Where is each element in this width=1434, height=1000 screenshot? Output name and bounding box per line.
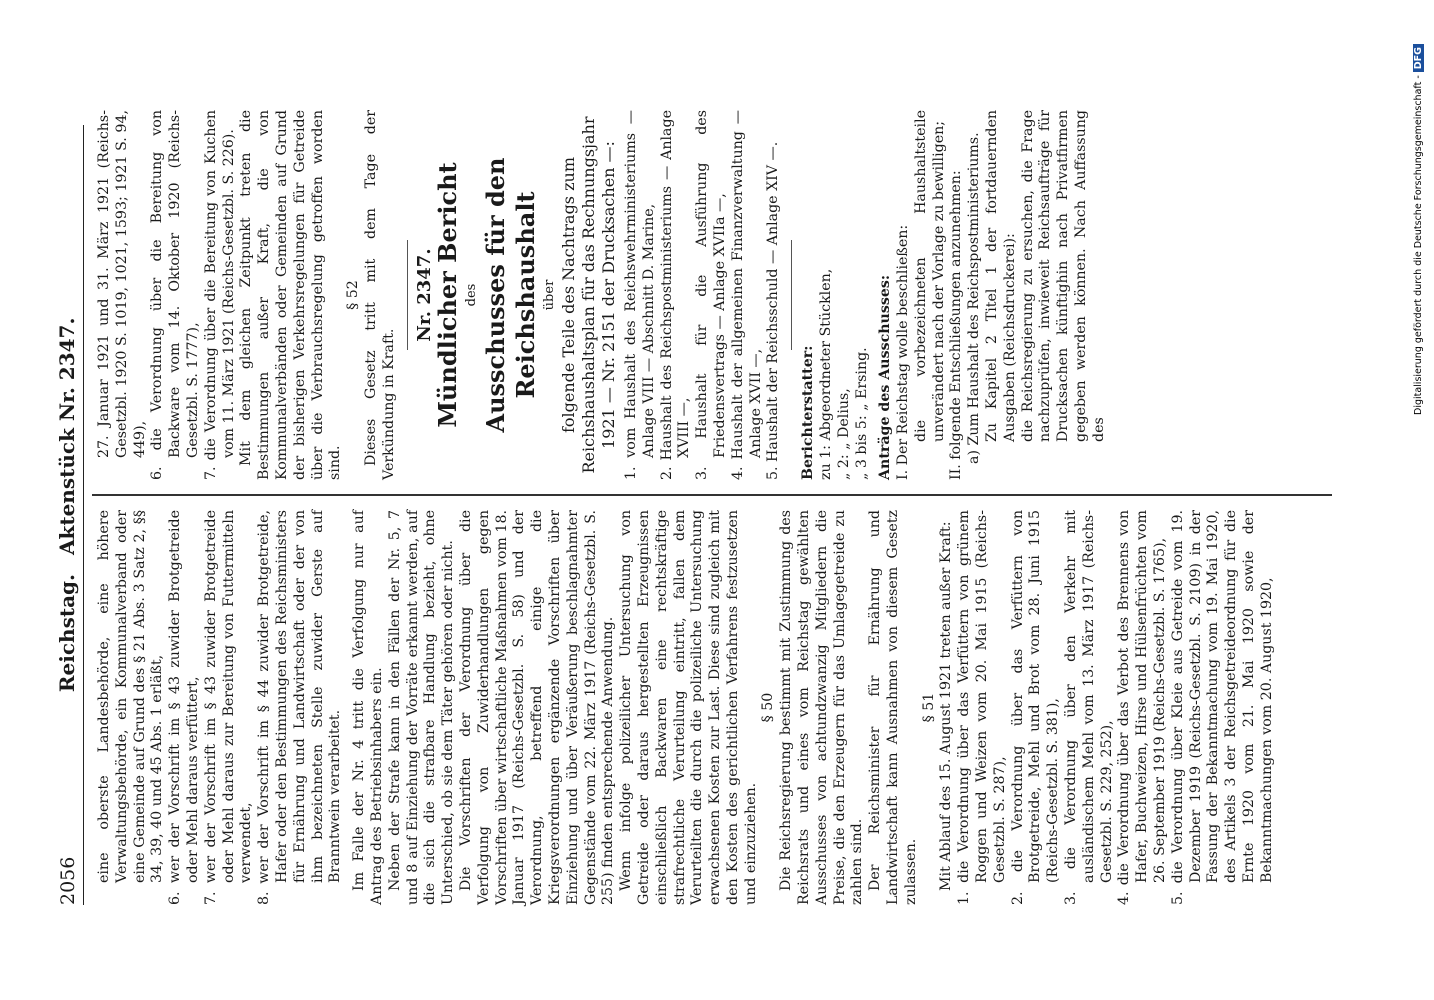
motion-subitem: a) Zum Haushalt des Reichspostministeriums. — [966, 132, 983, 464]
reporter-line: „ 2: „ Delius, — [835, 388, 852, 480]
list-item: 1. die Verordnung über das Verfüttern von grünem Roggen und Weizen vom 20. Mai 1915 (Reichs-Gesetzbl. S. 287), — [956, 510, 1008, 905]
list-item: 1. vom Haushalt des Reichswehrministeriums — Anlage VIII — Abschnitt D. Marine, — [622, 110, 657, 480]
separator-rule — [407, 240, 408, 350]
left-column — [96, 510, 1277, 905]
list-item: eine oberste Landesbehörde, eine höhere Verwaltungsbehörde, ein Kommunalverband oder eine Gemeinde auf Grund des § 21 Abs. 3 Satz 2, §§ 34, 39, 40 und 45 Abs. 1 erläßt, — [96, 510, 166, 883]
section-heading: § 51 — [920, 692, 937, 723]
section-heading: § 52 — [345, 280, 362, 310]
digitization-credit — [1413, 15, 1424, 415]
list-item: 3. die Verordnung über den Verkehr mit ausländischem Mehl vom 13. März 1917 (Reichs-Gesetzbl. S. 229, 252), — [1063, 510, 1115, 905]
committee-title: Ausschusses für den Reichshaushalt — [481, 157, 541, 433]
list-item: 7. wer der Vorschrift im § 43 zuwider Brotgetreide oder Mehl daraus zur Bereitung von Futtermitteln verwendet, — [202, 510, 255, 905]
paragraph: Im Falle der Nr. 4 tritt die Verfolgung nur auf Antrag des Betriebsinhabers ein. — [351, 510, 385, 905]
list-item: 2. Haushalt des Reichspostministeriums — Anlage XVIII —, — [658, 110, 693, 480]
motion-text: die vorbezeichneten Haushaltsteile unverändert nach der Vorlage zu bewilligen; — [912, 110, 947, 442]
separator-rule — [791, 240, 792, 350]
reporter-line: zu 1: Abgeordneter Stücklen, — [817, 268, 834, 480]
document-number: Nr. 2347. — [413, 248, 435, 342]
paragraph: Mit dem gleichen Zeitpunkt treten die Bestimmungen außer Kraft, die von Kommunalverbänden oder Gemeinden auf Grund der bisherigen Verkehrsregelungen für Getreide über die Verbrauchsregelung getroffen worden sind. — [238, 110, 344, 480]
paragraph: Wenn infolge polizeilicher Untersuchung von Getreide oder daraus hergestellten Erzeugnissen einschließlich Backwaren eine rechtskräftige strafrechtliche Verurteilung eintritt, fallen dem Verurteilten die durch die polizeiliche Untersuchung erwachsenen Kosten zur Last. Diese sind zugleich mit den Kosten des gerichtlichen Verfahrens festzusetzen und einzuziehen. — [618, 510, 759, 905]
paragraph: Mit Ablauf des 15. August 1921 treten außer Kraft: — [938, 521, 955, 891]
motion-item: II. folgende Entschließungen anzunehmen: — [948, 170, 965, 480]
page-header — [38, 125, 84, 905]
connector-text: des — [464, 283, 480, 307]
list-item: 4. die Verordnung über das Verbot des Brennens von Hafer, Buchweizen, Hirse und Hülsenfrüchten vom 26. September 1919 (Reichs-Gesetzbl. S. 1765), — [1116, 510, 1169, 905]
connector-text: über — [542, 279, 558, 311]
header-right-title: Aktenstück Nr. 2347. — [55, 317, 79, 556]
header-left-title: Reichstag. — [55, 574, 79, 693]
list-item: 7. die Verordnung über die Bereitung von Kuchen vom 11. März 1921 (Reichs-Gesetzbl. S. 226). — [202, 110, 237, 480]
list-item: 2. die Verordnung über das Verfüttern von Brotgetreide, Mehl und Brot vom 28. Juni 1915 (Reichs-Gesetzbl. S. 381), — [1009, 510, 1062, 905]
motion-item: I. Der Reichstag wolle beschließen: — [895, 224, 912, 480]
list-item: 4. Haushalt der allgemeinen Finanzverwaltung — Anlage XVII —, — [729, 110, 764, 480]
running-title — [55, 318, 79, 705]
list-item: 6. die Verordnung über die Bereitung von Backware vom 14. Oktober 1920 (Reichs-Gesetzbl. S. 1777), — [149, 110, 201, 480]
page-number: 2056 — [57, 856, 79, 905]
paragraph: Neben der Strafe kann in den Fällen der Nr. 5, 7 und 8 auf Einziehung der Vorräte erkannt werden, auf die sich die strafbare Handlung bezieht, ohne Unterschied, ob sie dem Täter gehören oder nicht. — [386, 510, 457, 905]
section-heading: § 50 — [760, 692, 777, 723]
motion-text: die Reichsregierung zu ersuchen, die Frage nachzuprüfen, inwieweit Reichsaufträge für Drucksachen künftighin nach Privatfirmen gegeben werden können. Nach Auffassung des — [1019, 110, 1107, 442]
paragraph: Die Reichsregierung bestimmt mit Zustimmung des Reichsrats und eines vom Reichstag gewählten Ausschusses von achtundzwanzig Mitgliedern die Preise, die den Erzeugern für das Umlagegetreide zu zahlen sind. — [778, 510, 866, 905]
list-item: 3. Haushalt für die Ausführung des Friedensvertrags — Anlage XVIIa —, — [694, 110, 728, 480]
dfg-logo: DFG — [1413, 44, 1424, 72]
credit-text: Digitalisierung gefördert durch die Deutsche Forschungsgemeinschaft - — [1413, 75, 1424, 415]
reporters-heading: Berichterstatter: — [800, 345, 817, 480]
column-divider — [92, 495, 1332, 497]
list-item: 6. wer der Vorschrift im § 43 zuwider Brotgetreide oder Mehl daraus verfüttert, — [167, 510, 201, 905]
paragraph: Die Vorschriften der Verordnung über die Verfolgung von Zuwiderhandlungen gegen Vorschriften über wirtschaftliche Maßnahmen vom 18. Januar 1917 (Reichs-Gesetzbl. S. 58) und der Verordnung, betreffend einige die Kriegsverordnungen ergänzende Vorschriften über Einziehung und über Veräußerung beschlagnahmter Gegenstände vom 22. März 1917 (Reichs-Gesetzbl. S. 255) finden entsprechende Anwendung. — [457, 510, 617, 905]
motion-text: Zu Kapitel 2 Titel 1 der fortdauernden Ausgaben (Reichsdruckerei): — [984, 110, 1018, 442]
right-column — [96, 110, 1109, 480]
report-title: Mündlicher Bericht — [433, 162, 463, 428]
motions-heading: Anträge des Ausschusses: — [877, 274, 894, 480]
paragraph: Dieses Gesetz tritt mit dem Tage der Verkündung in Kraft. — [362, 110, 397, 480]
reporter-line: „ 3 bis 5: „ Ersing. — [853, 347, 870, 480]
list-item: 5. Haushalt der Reichsschuld — Anlage XIV —. — [765, 141, 782, 480]
paragraph: Der Reichsminister für Ernährung und Landwirtschaft kann Ausnahmen von diesem Gesetz zulassen. — [867, 510, 919, 905]
list-item: 8. wer der Vorschrift im § 44 zuwider Brotgetreide, Hafer oder den Bestimmungen des Reichsministers für Ernährung und Landwirtschaft oder der von ihm bezeichneten Stelle zuwider Gerste auf Branntwein verarbeitet. — [256, 510, 344, 905]
list-item: 27. Januar 1921 und 31. März 1921 (Reichs-Gesetzbl. 1920 S. 1019, 1021, 1593; 1921 S. 94, 449), — [96, 110, 148, 458]
report-subject: folgende Teile des Nachtrags zum Reichshaushaltsplan für das Rechnungsjahr 1921 — Nr. 2151 der Drucksachen —: — [558, 116, 618, 474]
list-item: 5. die Verordnung über Kleie aus Getreide vom 19. Dezember 1919 (Reichs-Gesetzbl. S. 2109) in der Fassung der Bekanntmachung vom 19. Mai 1920, des Artikels 3 der Reichsgetreideordnung für die Ernte 1920 vom 21. Mai 1920 sowie der Bekanntmachungen vom 20. August 1920, — [1169, 510, 1275, 905]
